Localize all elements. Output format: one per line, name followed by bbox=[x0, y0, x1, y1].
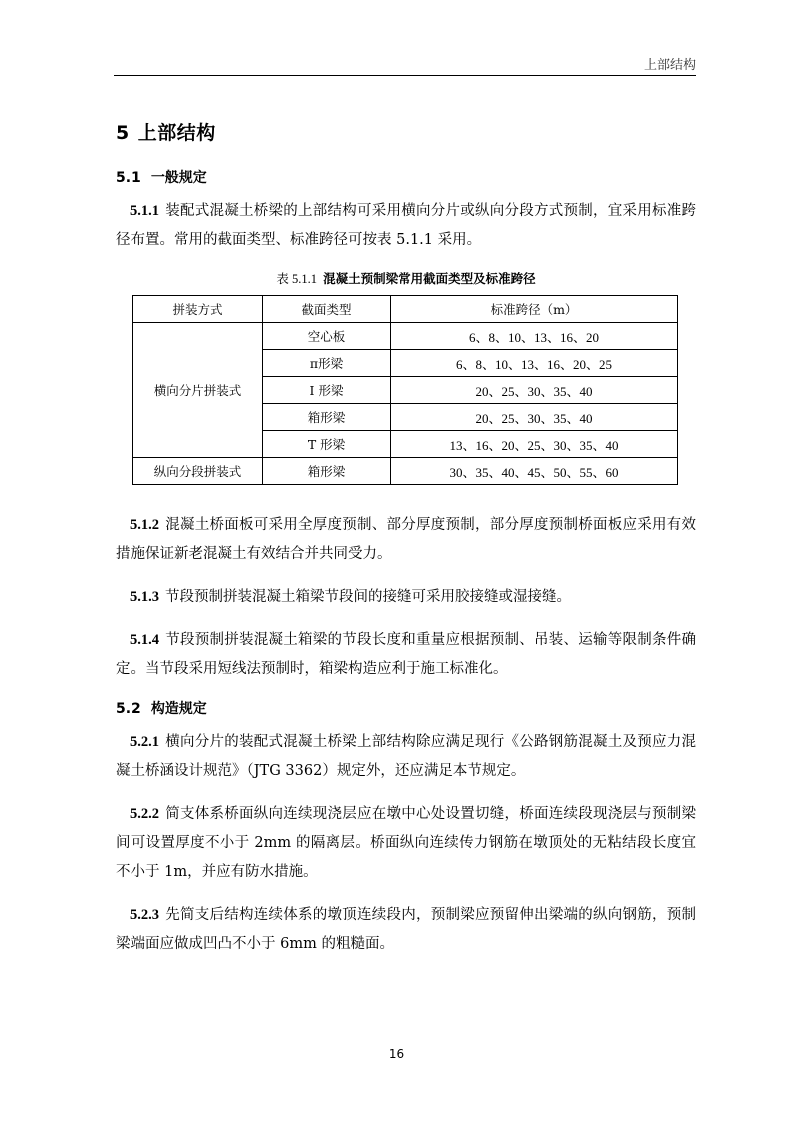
clause-5-2-3 bbox=[116, 901, 696, 959]
chapter-number: 5 bbox=[116, 122, 130, 144]
clause-text: 横向分片的装配式混凝土桥梁上部结构除应满足现行《公路钢筋混凝土及预应力混凝土桥涵设计规范》（JTG 3362）规定外，还应满足本节规定。 bbox=[116, 734, 696, 779]
section-heading-5-2 bbox=[116, 698, 696, 718]
clause-number: 5.1.1 bbox=[130, 203, 159, 219]
table-caption bbox=[116, 269, 696, 287]
span-values-cell: 6、8、10、13、16、20 bbox=[391, 323, 678, 350]
section-title: 构造规定 bbox=[150, 701, 207, 717]
clause-5-1-1 bbox=[116, 197, 696, 255]
span-values-cell: 30、35、40、45、50、55、60 bbox=[391, 458, 678, 485]
clause-5-2-2 bbox=[116, 800, 696, 887]
section-number: 5.2 bbox=[116, 701, 141, 717]
header-divider bbox=[114, 75, 696, 76]
clause-text: 简支体系桥面纵向连续现浇层应在墩中心处设置切缝，桥面连续段现浇层与预制梁间可设置厚度不小于 2mm 的隔离层。桥面纵向连续传力钢筋在墩顶处的无粘结段长度宜不小于 1m，并应有防水措施。 bbox=[116, 806, 696, 880]
clause-number: 5.1.4 bbox=[130, 632, 159, 648]
section-type-cell: T 形梁 bbox=[263, 431, 391, 458]
section-type-cell: 空心板 bbox=[263, 323, 391, 350]
standard-span-table bbox=[132, 295, 678, 485]
clause-text: 先简支后结构连续体系的墩顶连续段内，预制梁应预留伸出梁端的纵向钢筋，预制梁端面应做成凹凸不小于 6mm 的粗糙面。 bbox=[116, 907, 696, 952]
section-title: 一般规定 bbox=[150, 170, 207, 186]
span-values-cell: 20、25、30、35、40 bbox=[391, 377, 678, 404]
page-content bbox=[116, 118, 696, 973]
section-type-cell: I 形梁 bbox=[263, 377, 391, 404]
chapter-heading bbox=[116, 118, 696, 145]
section-type-cell: 箱形梁 bbox=[263, 404, 391, 431]
section-number: 5.1 bbox=[116, 170, 141, 186]
assembly-method-cell: 纵向分段拼装式 bbox=[133, 458, 263, 485]
clause-text: 装配式混凝土桥梁的上部结构可采用横向分片或纵向分段方式预制，宜采用标准跨径布置。常用的截面类型、标准跨径可按表 5.1.1 采用。 bbox=[116, 203, 696, 248]
span-values-cell: 13、16、20、25、30、35、40 bbox=[391, 431, 678, 458]
span-values-cell: 20、25、30、35、40 bbox=[391, 404, 678, 431]
page-number: 16 bbox=[388, 1047, 405, 1061]
clause-5-1-4 bbox=[116, 626, 696, 684]
chapter-title: 上部结构 bbox=[137, 122, 216, 144]
clause-5-2-1 bbox=[116, 728, 696, 786]
clause-5-1-2 bbox=[116, 511, 696, 569]
assembly-method-cell: 横向分片拼装式 bbox=[133, 323, 263, 458]
header-standard-span: 标准跨径（m） bbox=[391, 296, 678, 323]
clause-number: 5.2.3 bbox=[130, 907, 159, 923]
table-row bbox=[133, 323, 678, 350]
clause-number: 5.2.2 bbox=[130, 806, 159, 822]
table-row bbox=[133, 458, 678, 485]
clause-text: 节段预制拼装混凝土箱梁节段间的接缝可采用胶接缝或湿接缝。 bbox=[165, 589, 571, 605]
clause-text: 节段预制拼装混凝土箱梁的节段长度和重量应根据预制、吊装、运输等限制条件确定。当节段采用短线法预制时，箱梁构造应利于施工标准化。 bbox=[116, 632, 696, 677]
clause-number: 5.1.3 bbox=[130, 589, 159, 605]
table-number: 表 5.1.1 bbox=[276, 272, 318, 286]
clause-number: 5.1.2 bbox=[130, 517, 159, 533]
section-heading-5-1 bbox=[116, 167, 696, 187]
table-header-row bbox=[133, 296, 678, 323]
section-type-cell: 箱形梁 bbox=[263, 458, 391, 485]
section-type-cell: π形梁 bbox=[263, 350, 391, 377]
table-title: 混凝土预制梁常用截面类型及标准跨径 bbox=[323, 271, 536, 286]
clause-5-1-3 bbox=[116, 583, 696, 612]
header-section-type: 截面类型 bbox=[263, 296, 391, 323]
running-header: 上部结构 bbox=[643, 58, 696, 73]
header-assembly-method: 拼装方式 bbox=[133, 296, 263, 323]
clause-text: 混凝土桥面板可采用全厚度预制、部分厚度预制，部分厚度预制桥面板应采用有效措施保证新老混凝土有效结合并共同受力。 bbox=[116, 517, 696, 562]
clause-number: 5.2.1 bbox=[130, 734, 159, 750]
span-values-cell: 6、8、10、13、16、20、25 bbox=[391, 350, 678, 377]
